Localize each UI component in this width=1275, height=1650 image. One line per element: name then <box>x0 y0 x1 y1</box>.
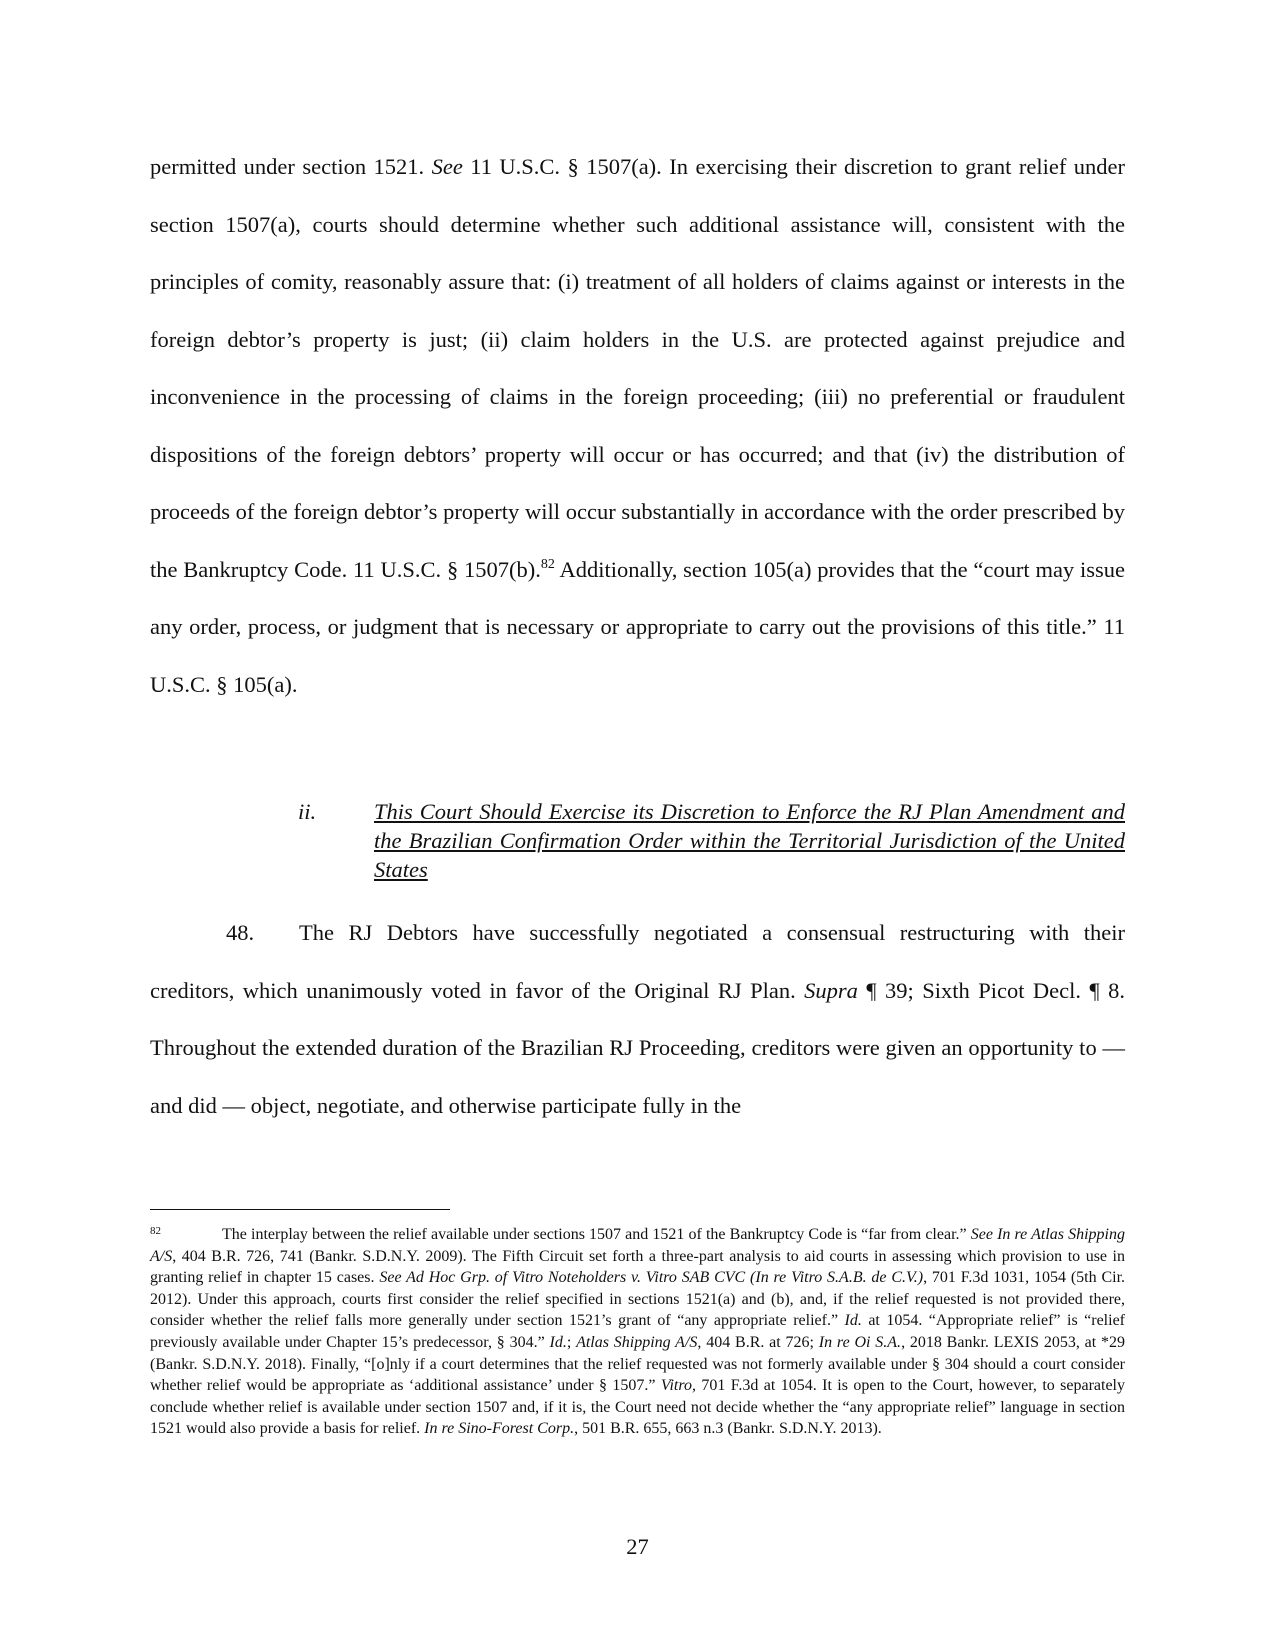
footnote <box>150 1224 1125 1440</box>
page-number: 27 <box>626 1534 649 1559</box>
footnote-text: , 701 F.3d 1031, 1054 (5th Cir. 2012). Under this approach, courts first consider the relief specified in sections 1521(a) and (b), and, if the relief requested is not provided there, consider whether the relief falls more generally under section 1521’s grant of “any appropriate relief.” <box>150 1269 1126 1330</box>
heading-number: ii. <box>298 799 317 824</box>
citation-signal: Supra <box>804 977 858 1003</box>
footnote-text: , 501 B.R. 655, 663 n.3 (Bankr. S.D.N.Y. 2013). <box>574 1420 882 1438</box>
footnote-citation: Id. <box>549 1333 567 1351</box>
body-text: Additionally, section 105(a) provides that the “court may issue any order, process, or judgment that is necessary or appropriate to carry out the provisions of this title.” 11 U.S.C. § 105(a). <box>150 556 1125 697</box>
footnote-divider <box>150 1209 450 1210</box>
paragraph-number: 48. <box>226 920 255 945</box>
footnote-text: , 701 F.3d at 1054. It is open to the Court, however, to separately conclude whether relief is available under section 1507 and, if it is, the Court need not decide whether the “any appropriate relief” language in section 1521 would also provide a basis for relief. <box>150 1377 1126 1438</box>
footnote-citation: In re Oi S.A. <box>818 1333 902 1351</box>
footnote-text: The interplay between the relief available under sections 1507 and 1521 of the Bankruptcy Code is “far from clear.” <box>222 1226 971 1243</box>
body-text: The RJ Debtors have successfully negotiated a consensual restructuring with their creditors, which unanimously voted in favor of the Original RJ Plan. <box>150 920 1125 1003</box>
footnote-text: ; <box>566 1333 577 1351</box>
citation-signal: See <box>431 154 463 179</box>
footnote-citation: Vitro <box>660 1377 692 1395</box>
body-text: 11 U.S.C. § 1507(a). In exercising their discretion to grant relief under section 1507(a), courts should determine whether such additional assistance will, consistent with the principles of comity, reasonably assure that: (i) treatment of all holders of claims against or interests in the foreign debtor’s property is just; (ii) claim holders in the U.S. are protected against prejudice and inconvenience in the processing of claims in the foreign proceeding; (iii) no preferential or fraudulent dispositions of the foreign debtors’ property will occur or has occurred; and that (iv) the distribution of proceeds of the foreign debtor’s property will occur substantially in accordance with the order prescribed by the Bankruptcy Code. 11 U.S.C. § 1507(b). <box>150 154 1125 582</box>
footnote-text: , 2018 Bankr. LEXIS 2053, at *29 (Bankr. S.D.N.Y. 2018). Finally, “[o]nly if a court determines that the relief requested was not formerly available under § 304 should a court consider whether relief would be appropriate as ‘additional assistance’ under § 1507.” <box>150 1333 1126 1395</box>
footnote-citation: In re Sino-Forest Corp. <box>424 1420 575 1438</box>
footnote-text: at 1054. “Appropriate relief” is “relief previously available under Chapter 15’s predecessor, § 304.” <box>150 1312 1125 1351</box>
footnote-citation: See Ad Hoc Grp. of Vitro Noteholders v. Vitro SAB CVC (In re Vitro S.A.B. de C.V.) <box>379 1269 924 1287</box>
footnote-reference[interactable]: 82 <box>540 556 555 572</box>
numbered-paragraph <box>150 904 1125 1134</box>
body-text: permitted under section 1521. <box>150 154 432 179</box>
footnote-citation: Id. <box>844 1312 862 1330</box>
footnote-text: , 404 B.R. 726, 741 (Bankr. S.D.N.Y. 2009). The Fifth Circuit set forth a three-part analysis to aid courts in assessing which provision to use in granting relief in chapter 15 cases. <box>150 1247 1125 1287</box>
body-paragraph <box>150 138 1125 713</box>
footnote-marker: 82 <box>150 1225 161 1237</box>
footnote-text: , 404 B.R. at 726; <box>697 1333 819 1351</box>
footnote-citation: See In re Atlas Shipping A/S <box>150 1226 1126 1265</box>
heading-title: This Court Should Exercise its Discretion to Enforce the RJ Plan Amendment and the Brazilian Confirmation Order within the Territorial Jurisdiction of the United States <box>374 799 1125 882</box>
footnote-citation: Atlas Shipping A/S <box>576 1333 698 1351</box>
body-text: ¶ 39; Sixth Picot Decl. ¶ 8. Throughout the extended duration of the Brazilian RJ Proceeding, creditors were given an opportunity to — and did — object, negotiate, and otherwise participate fully in the <box>150 977 1125 1118</box>
